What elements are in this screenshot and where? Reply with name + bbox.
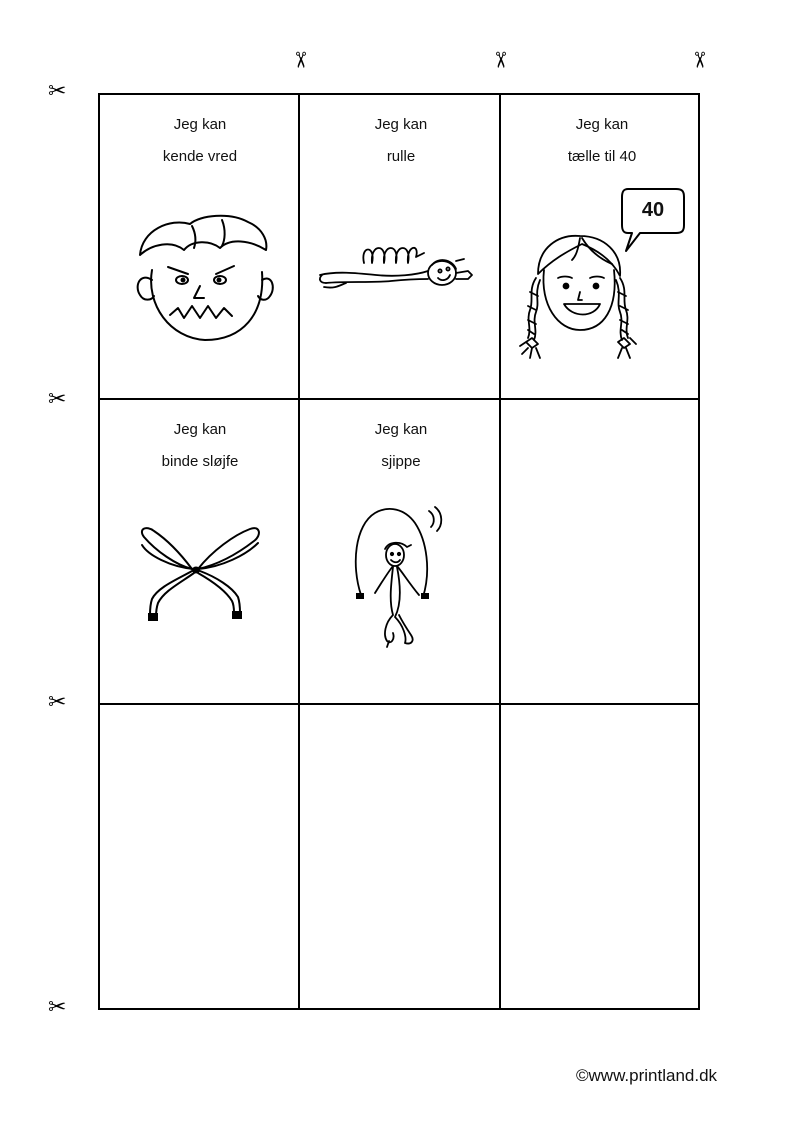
card-title: Jeg kan bbox=[575, 116, 629, 133]
card-grid bbox=[98, 93, 700, 1010]
bow-ribbon-icon bbox=[136, 525, 264, 625]
card-sjippe bbox=[301, 400, 501, 705]
card-rulle bbox=[301, 95, 501, 400]
card-title: Jeg kan bbox=[374, 421, 428, 438]
scissors-icon: ✂ bbox=[487, 50, 513, 70]
copyright-footer: ©www.printland.dk bbox=[576, 1066, 718, 1085]
angry-face-icon bbox=[130, 210, 275, 345]
card-skill: tælle til 40 bbox=[567, 148, 637, 165]
jump-rope-girl-icon bbox=[345, 505, 455, 675]
scissors-icon: ✂ bbox=[48, 995, 67, 1020]
bubble-number: 40 bbox=[641, 199, 665, 221]
rolling-child-icon bbox=[316, 235, 486, 305]
card-skill: sjippe bbox=[381, 453, 421, 470]
card-binde-sloejfe bbox=[100, 400, 300, 705]
card-title: Jeg kan bbox=[374, 116, 428, 133]
card-skill: kende vred bbox=[162, 148, 238, 165]
scissors-icon: ✂ bbox=[48, 690, 67, 715]
scissors-icon: ✂ bbox=[48, 387, 67, 412]
card-title: Jeg kan bbox=[173, 421, 227, 438]
card-taelle-til-40 bbox=[502, 95, 702, 400]
scissors-icon: ✂ bbox=[686, 50, 712, 70]
card-title: Jeg kan bbox=[173, 116, 227, 133]
scissors-icon: ✂ bbox=[48, 79, 67, 104]
card-skill: binde sløjfe bbox=[161, 453, 239, 470]
card-skill: rulle bbox=[386, 148, 416, 165]
scissors-icon: ✂ bbox=[287, 50, 313, 70]
card-kende-vred bbox=[100, 95, 300, 400]
girl-with-braids-icon bbox=[518, 230, 648, 375]
